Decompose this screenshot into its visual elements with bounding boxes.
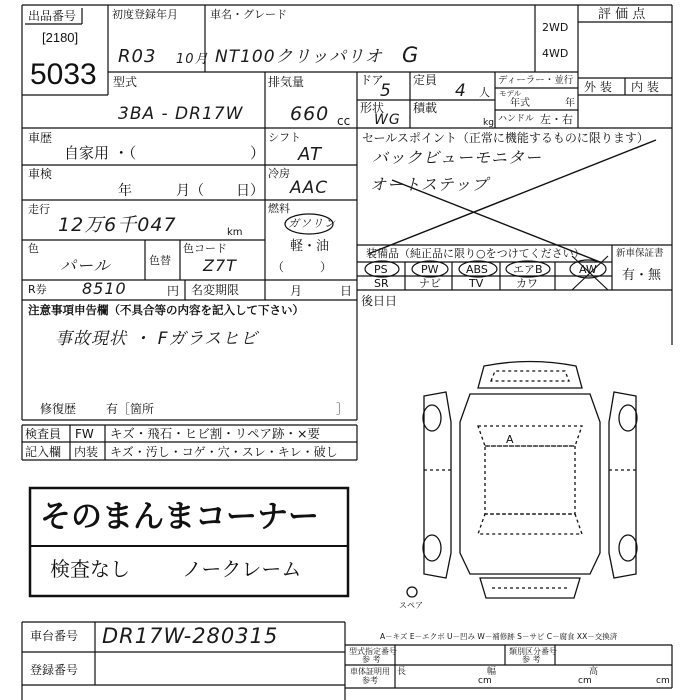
mileage-value: 12万6千047 [58,214,177,236]
equipment-navi: ナビ [419,277,441,290]
warranty-label: 新車保証書 [616,248,664,259]
body-length-unit: cm [478,676,492,686]
car-windshield [478,426,582,446]
dealer-label: ディーラー・並行 [498,75,574,86]
equipment-airbag: エアB [513,263,543,276]
model-label: モデル [499,89,522,98]
spare-tire-label: スペア [399,601,423,610]
displacement-unit: cc [337,114,351,128]
mileage-label: 走行 [28,203,50,216]
rating-exterior-label: 外 装 [584,80,612,94]
warranty-options: 有・無 [622,268,662,283]
recycle-ticket-value: 8510 [82,279,127,298]
stamp-no-claim: ノークレーム [182,557,302,581]
model-year-unit: 年 [565,98,575,109]
car-top-view [460,394,600,574]
car-right-side-view [609,392,636,578]
body-width-label: 幅 [487,667,497,677]
inspector-label: 検査員 [25,427,62,441]
doors-value: 5 [380,81,392,101]
repair-history-close: ］ [336,402,349,416]
body-certificate-label: 車体証明用 [350,667,390,676]
car-grade-value: G [402,43,420,67]
car-front-grille [491,371,569,381]
notes-label: 注意事項申告欄（不具合等の内容を記入して下さい） [28,303,304,317]
wheel-front-right [619,405,637,431]
type-designation-label: 型式指定番号 [349,647,397,656]
color-code-label: 色コード [183,242,227,255]
chassis-number-label: 車台番号 [30,629,79,643]
spare-tire-icon [407,587,417,597]
equipment-abs: ABS [466,263,488,276]
fuel-gasoline: ガソリン [288,217,336,230]
inspector-interior-label: 内装 [74,445,99,459]
doors-label: ドア [360,73,384,87]
car-damage-diagram [407,362,637,599]
sales-point-item: バックビューモニター [372,148,543,167]
category-number-note: 参 考 [522,655,541,664]
history-label: 車歴 [28,131,53,145]
lot-sub-number: [2180] [42,30,79,45]
model-year-label: 年式 [510,98,530,109]
inspector-fw-label: FW [75,427,94,441]
recycle-ticket-label: R券 [28,283,47,296]
body-shape-value: WG [374,112,401,128]
displacement-value: 660 [290,103,330,125]
category-number-label: 類別区分番号 [509,647,557,656]
recycle-ticket-unit: 円 [167,284,180,298]
model-type-value: 3BA - DR17W [118,104,244,124]
equipment-label: 装備品（純正品に限り○をつけてください） [366,247,585,260]
shift-value: AT [298,144,322,165]
aircon-label: 冷房 [268,167,290,180]
mileage-unit: km [227,227,243,238]
first-registration-year: R03 [118,46,157,67]
load-capacity-label: 積載 [413,101,438,115]
stamp-title: そのまんまコーナー [40,499,319,535]
name-change-day: 日 [340,284,353,298]
body-length-label: 長 [397,667,407,677]
rating-interior-label: 内 装 [631,80,659,94]
shaken-month: 月（ [176,183,204,199]
displacement-label: 排気量 [268,75,305,89]
equipment-leather: カワ [516,277,538,290]
equipment-tv: TV [469,277,484,290]
lot-number: 5033 [30,58,97,91]
body-certificate-note: 参考 [362,676,378,685]
registration-number-label: 登録番号 [30,663,79,677]
load-capacity-unit: kg [483,118,494,128]
body-width-unit: cm [578,676,592,686]
equipment-pw: PW [421,263,439,276]
history-value: 自家用 ・（ [64,144,137,162]
car-name-label: 車名・グレード [210,8,287,21]
first-registration-month: 10月 [176,52,209,67]
color-code-value: Z7T [203,256,237,275]
color-value: パール [60,256,111,275]
color-repaint-label: 色替 [149,254,171,267]
wheel-front-left [423,405,441,431]
sales-points-label: セールスポイント（正常に機能するものに限ります） [362,131,649,145]
car-name-value: NT100クリッパリオ [215,47,383,67]
drive-2wd: 2WD [542,21,569,34]
damage-legend: A－キズ E－エクボ U－凹み W－補修跡 S－サビ C－腐食 XX－交換済 [380,632,618,641]
equipment-aw: AW [579,263,597,276]
wheel-rear-left [423,535,441,561]
capacity-unit: 人 [479,86,490,99]
notes-text: 事故現状 ・ Fガラスヒビ [55,329,259,349]
repair-history-label: 修復歴 [40,402,77,416]
shift-label: シフト [268,131,301,144]
capacity-label: 定員 [413,73,438,87]
inspector-fw-items: キズ・飛石・ヒビ割・リペア跡・×要 [110,426,320,441]
fuel-other: （ ） [272,260,333,274]
color-label: 色 [28,242,39,255]
chassis-number-value: DR17W-280315 [102,624,279,648]
car-left-side-view [424,392,451,578]
equipment-ps: PS [374,263,388,276]
equipment-sr: SR [374,277,389,290]
shaken-label: 車検 [28,167,53,181]
later-documents-label: 後日日 [361,294,398,308]
drive-4wd: 4WD [542,47,569,60]
sales-point-item: オートステップ [370,175,489,194]
repair-history-value: 有［箇所 [106,402,155,416]
type-designation-note: 参 考 [362,655,381,664]
fuel-label: 燃料 [268,202,290,215]
lot-number-label: 出品番号 [28,9,77,23]
car-rear-glass [478,514,582,534]
capacity-value: 4 [455,81,467,101]
inspector-entry-label: 記入欄 [25,445,62,459]
car-roof [485,446,575,514]
wheel-rear-right [619,535,637,561]
history-close: ） [250,144,266,162]
body-height-label: 高 [589,667,599,677]
rating-label: 評 価 点 [598,7,646,22]
damage-mark: A [506,433,514,446]
fuel-diesel: 軽・油 [290,239,330,254]
name-change-deadline-label: 名変期限 [191,283,240,297]
body-shape-label: 形状 [360,101,385,115]
shaken-year: 年 [118,183,132,199]
steering-label: ハンドル [498,114,535,124]
aircon-value: AAC [290,178,329,198]
body-height-unit: cm [656,676,670,686]
first-registration-label: 初度登録年月 [112,8,178,21]
inspector-interior-items: キズ・汚し・コゲ・穴・スレ・キレ・破し [110,445,338,459]
steering-options: 左・右 [540,113,573,126]
name-change-month: 月 [290,284,303,298]
stamp-no-inspection: 検査なし [50,557,130,581]
shaken-day: 日） [236,183,264,199]
model-type-label: 型式 [113,75,138,89]
